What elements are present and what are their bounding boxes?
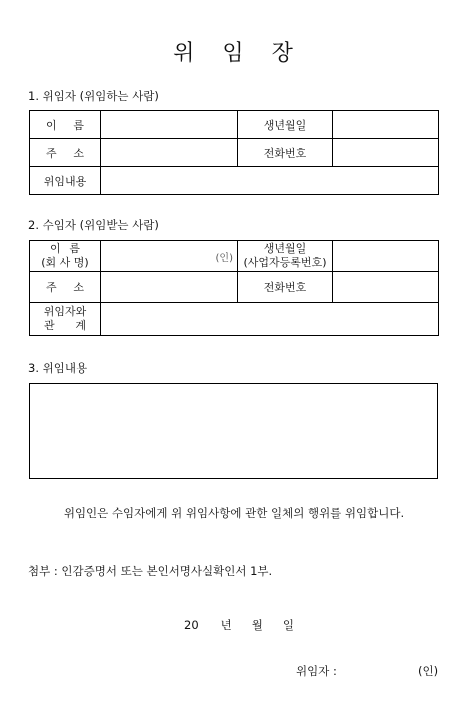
delegator-content-field[interactable] xyxy=(101,167,439,195)
date-day-label: 일 xyxy=(282,618,294,632)
delegate-name-label: 이 름 (회 사 명) xyxy=(30,241,101,272)
date-year-label: 년 xyxy=(220,618,232,632)
delegator-name-field[interactable] xyxy=(101,111,238,139)
document-title xyxy=(0,36,468,67)
date-month-label: 월 xyxy=(251,618,263,632)
title-char: 임 xyxy=(222,41,246,66)
delegate-relation-label: 위임자와 관 계 xyxy=(30,303,101,336)
delegation-content-box[interactable] xyxy=(29,383,438,479)
date-line xyxy=(184,617,294,633)
seal-mark: (인) xyxy=(215,252,233,264)
delegate-address-field[interactable] xyxy=(101,272,238,303)
delegator-birth-label: 생년월일 xyxy=(238,111,333,139)
delegate-address-label: 주 소 xyxy=(30,272,101,303)
title-char: 장 xyxy=(271,41,295,66)
biz-number-label: (사업자등록번호) xyxy=(243,256,327,269)
delegate-relation-field[interactable] xyxy=(101,303,439,336)
delegator-name-label: 이 름 xyxy=(30,111,101,139)
section2-heading: 2. 수임자 (위임받는 사람) xyxy=(28,218,159,232)
delegate-table xyxy=(29,240,439,336)
delegate-phone-field[interactable] xyxy=(333,272,439,303)
delegate-birth-label: 생년월일 (사업자등록번호) xyxy=(238,241,333,272)
date-year-prefix: 20 xyxy=(184,618,199,632)
delegate-birth-field[interactable] xyxy=(333,241,439,272)
delegate-name-field[interactable] xyxy=(101,241,238,272)
delegator-address-field[interactable] xyxy=(101,139,238,167)
delegator-table xyxy=(29,110,439,195)
delegator-birth-field[interactable] xyxy=(333,111,439,139)
delegator-phone-label: 전화번호 xyxy=(238,139,333,167)
attachment-note: 첨부 : 인감증명서 또는 본인서명사실확인서 1부. xyxy=(28,564,273,578)
section3-heading: 3. 위임내용 xyxy=(28,361,88,375)
delegation-statement: 위임인은 수임자에게 위 위임사항에 관한 일체의 행위를 위임합니다. xyxy=(63,506,405,520)
delegator-address-label: 주 소 xyxy=(30,139,101,167)
delegator-content-label: 위임내용 xyxy=(30,167,101,195)
signer-label: 위임자 : xyxy=(296,664,337,678)
delegator-phone-field[interactable] xyxy=(333,139,439,167)
section1-heading: 1. 위임자 (위임하는 사람) xyxy=(28,89,159,103)
signer-seal: (인) xyxy=(418,664,439,678)
company-label: (회 사 명) xyxy=(41,256,89,269)
title-char: 위 xyxy=(173,41,197,66)
delegate-phone-label: 전화번호 xyxy=(238,272,333,303)
